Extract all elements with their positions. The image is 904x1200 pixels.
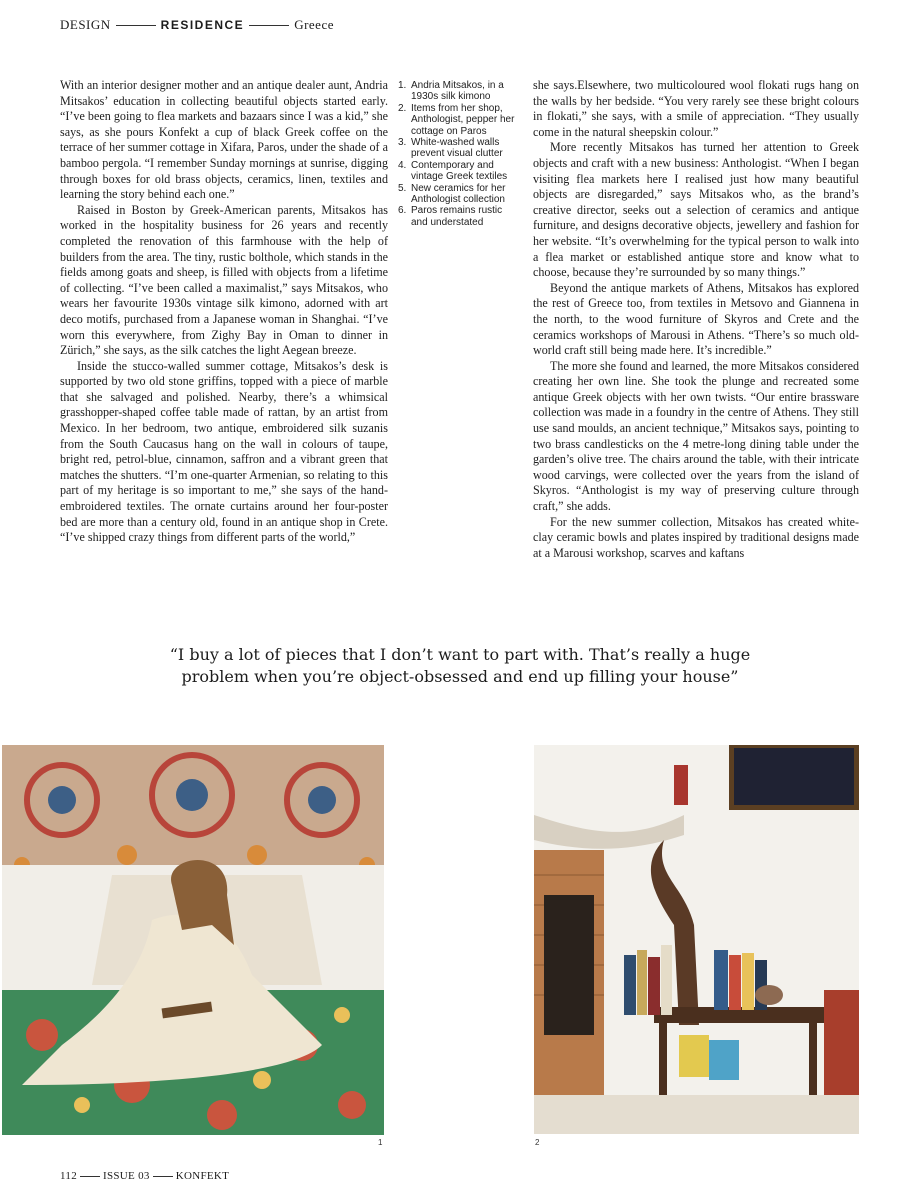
pull-quote: “I buy a lot of pieces that I don’t want to part with. That’s really a huge problem when you’re object-obsessed and end up filling your house” xyxy=(169,645,751,686)
paragraph: Beyond the antique markets of Athens, Mitsakos has explored the rest of Greece too, from textiles in Metsovo and Giannena in the north, to the wood furniture of Skyros and Crete and the ceramics workshops of Marousi in Athens. “There’s so much old-world craft still being made here. It’s incredible.” xyxy=(533,280,859,358)
header-rule xyxy=(116,25,156,26)
paragraph: For the new summer collection, Mitsakos has created white-clay ceramic bowls and plates inspired by traditional designs made at a Marousi workshop, scarves and kaftans xyxy=(533,514,859,560)
paragraph: The more she found and learned, the more Mitsakos considered creating her own line. She took the plunge and recreated some antique Greek objects with her own twists. “Our entire brassware collection was made in a foundry in the centre of Athens. They still use sand moulds, an ancient technique,” Mitsakos says, pointing to two brass candlesticks on the 4 metre-long dining table under the garden’s olive tree. The chairs around the table, with their intricate wood carvings, were collected over the years from the island of Skyros. “Anthologist is my way of preserving culture through craft,” she adds. xyxy=(533,358,859,514)
photo-1-illustration xyxy=(2,745,384,1135)
photo-andria-kimono xyxy=(2,745,384,1135)
body-column-3 xyxy=(533,78,859,561)
footer-rule xyxy=(80,1176,100,1177)
paragraph: Raised in Boston by Greek-American parents, Mitsakos has worked in the hospitality business for 26 years and recently completed the renovation of this farmhouse with the help of builders from the area. The tiny, rustic bolthole, which stands in the fields among goats and sheep, is filled with objects from a lifetime of collecting. “I’ve been called a maximalist,” says Mitsakos, who wears her favourite 1930s vintage silk kimono, adorned with art deco motifs, purchased from a Japanese woman in Shanghai. “I’ve worn this everywhere, from Zighy Bay in Oman to dinner in Zürich,” she says, as the silk catches the light Aegean breeze. xyxy=(60,202,388,358)
caption-item: 5. New ceramics for her Anthologist collection xyxy=(398,182,506,206)
figure-number-2: 2 xyxy=(535,1138,540,1147)
caption-item: 2. Items from her shop, Anthologist, pepper her cottage on Paros xyxy=(398,102,515,137)
photo-captions xyxy=(398,80,520,228)
page-number: 112 xyxy=(60,1170,77,1182)
paragraph: she says.Elsewhere, two multicoloured wool flokati rugs hang on the walls by her bedside. “You very rarely see these bright colours in flokati,” she says, with a smile of appreciation. “They usually come in the natural sheepskin colour.” xyxy=(533,78,859,139)
header-category: DESIGN xyxy=(60,17,111,33)
page-header xyxy=(60,16,860,36)
caption-item: 6. Paros remains rustic and understated xyxy=(398,205,503,228)
paragraph: Inside the stucco-walled summer cottage, Mitsakos’s desk is supported by two old stone griffins, topped with a piece of marble that she salvaged and polished. Nearby, there’s a whimsical grasshopper-shaped coffee table made of rattan, by an artist from Mexico. In her bedroom, two antique, embroidered silk suzanis from the South Caucasus hang on the wall in colours of taupe, bright red, petrol-blue, cinnamon, saffron and a vibrant green that matches the shutters. “I’m one-quarter Armenian, so relating to this part of my heritage is so important to me,” she says of the hand-embroidered textiles. The ornate curtains around her four-poster bed are more than a century old, found in an antique shop in Crete. “I’ve shipped crazy things from different parts of the world,” xyxy=(60,358,388,545)
body-column-1 xyxy=(60,78,388,546)
page-footer xyxy=(60,1170,229,1182)
photo-chair-and-books xyxy=(534,745,859,1134)
figure-number-1: 1 xyxy=(378,1138,383,1147)
header-rule xyxy=(249,25,289,26)
paragraph: More recently Mitsakos has turned her attention to Greek objects and craft with a new business: Anthologist. “When I began visiting flea markets here I realised just how many beautiful objects are disregarded,” says Mitsakos who, as the brand’s creative director, seeks out a selection of ceramics and antique furniture, and designs decorative objects, jewellery and fashion for her website. “It’s overwhelming for the typical person to walk into a flea market or established antique store and know what to choose, because they’re surrounded by so many things.” xyxy=(533,140,859,280)
caption-item: 1. Andria Mitsakos, in a 1930s silk kimono xyxy=(398,80,504,103)
caption-item: 3. White-washed walls prevent visual clutter xyxy=(398,137,503,160)
header-section: RESIDENCE xyxy=(160,18,245,33)
header-location: Greece xyxy=(294,17,334,33)
caption-item: 4. Contemporary and vintage Greek textiles xyxy=(398,159,508,183)
paragraph: With an interior designer mother and an antique dealer aunt, Andria Mitsakos’ education in collecting beautiful objects started early. “I’ve been going to flea markets and bazaars since I was a kid,” she says, as she pours Konfekt a cup of black Greek coffee on the terrace of her summer cottage in Xifara, Paros, under the shade of a bamboo pergola. “I remember Sunday mornings at sunrise, digging through boxes for old brass objects, ceramics, linen, textiles and learning the story behind each one.” xyxy=(60,78,388,202)
magazine-name: KONFEKT xyxy=(175,1170,230,1182)
issue-label: ISSUE 03 xyxy=(103,1170,150,1182)
photo-2-illustration xyxy=(534,745,859,1134)
footer-rule xyxy=(153,1176,173,1177)
